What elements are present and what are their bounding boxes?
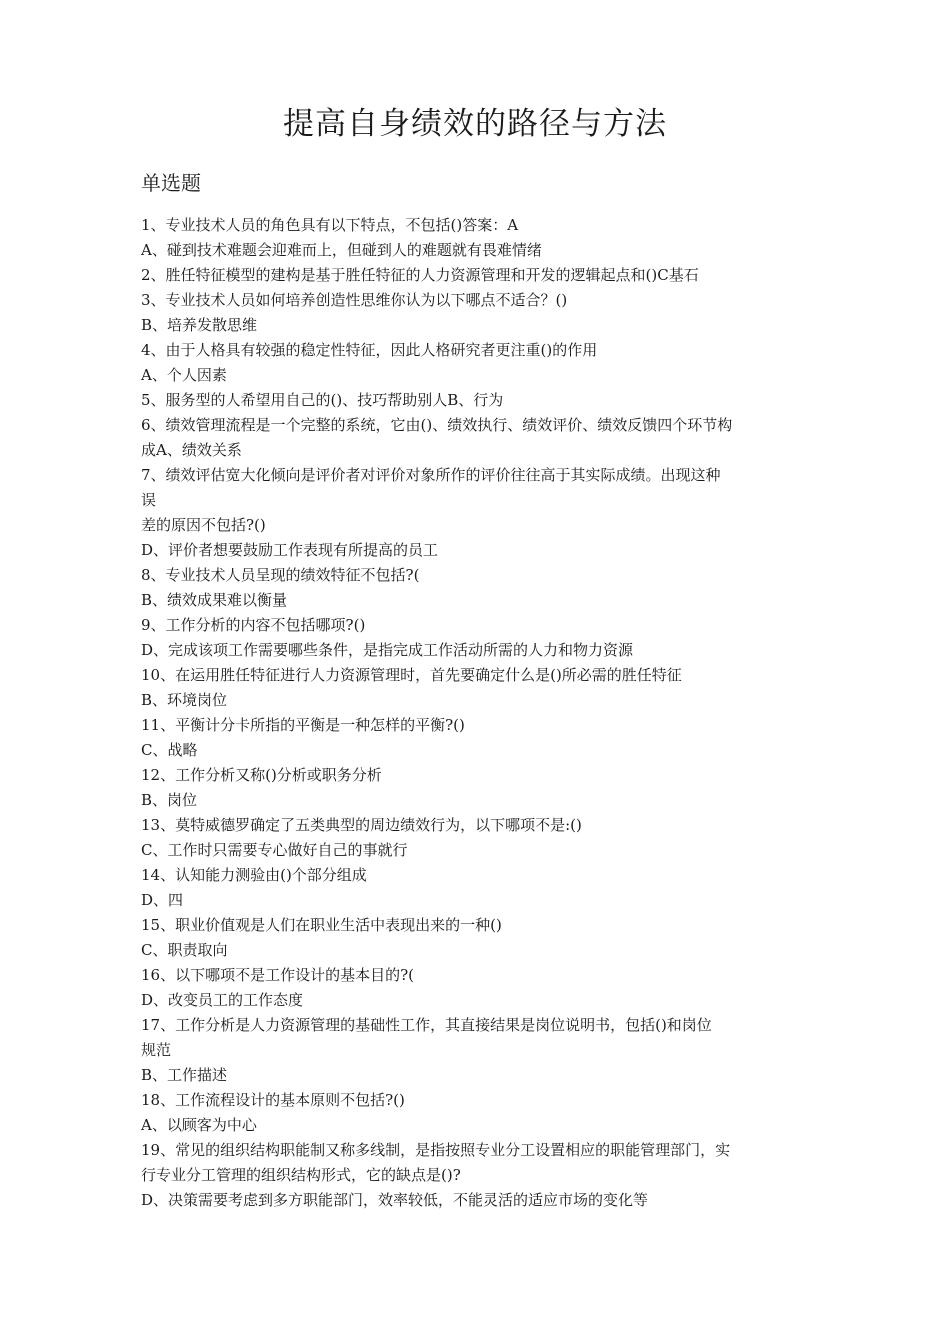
question-list <box>141 213 813 1213</box>
answer-line: B、环境岗位 <box>141 691 228 709</box>
question-line: 10、在运用胜任特征进行人力资源管理时，首先要确定什么是()所必需的胜任特征 <box>141 666 682 684</box>
text-line: 行专业分工管理的组织结构形式，它的缺点是()? <box>141 1166 461 1184</box>
question-line: 16、以下哪项不是工作设计的基本目的?( <box>141 966 414 984</box>
answer-line: C、工作时只需要专心做好自己的事就行 <box>141 841 408 859</box>
answer-line: A、碰到技术难题会迎难而上，但碰到人的难题就有畏难情绪 <box>141 241 542 259</box>
question-line: 15、职业价值观是人们在职业生活中表现出来的一种() <box>141 916 502 934</box>
question-line: 7、绩效评估宽大化倾向是评价者对评价对象所作的评价往往高于其实际成绩。出现这种 <box>141 466 721 484</box>
text-line: 成A、绩效关系 <box>141 441 242 459</box>
answer-line: D、评价者想要鼓励工作表现有所提高的员工 <box>141 541 439 559</box>
answer-line: B、工作描述 <box>141 1066 228 1084</box>
answer-line: B、绩效成果难以衡量 <box>141 591 288 609</box>
answer-line: D、改变员工的工作态度 <box>141 991 304 1009</box>
document-title: 提高自身绩效的路径与方法 <box>283 106 667 142</box>
question-line: 12、工作分析又称()分析或职务分析 <box>141 766 382 784</box>
question-line: 2、胜任特征模型的建构是基于胜任特征的人力资源管理和开发的逻辑起点和()C基石 <box>141 266 699 284</box>
answer-line: D、决策需要考虑到多方职能部门，效率较低，不能灵活的适应市场的变化等 <box>141 1191 649 1209</box>
answer-line: D、四 <box>141 891 184 909</box>
question-line: 9、工作分析的内容不包括哪项?() <box>141 616 366 634</box>
question-line: 17、工作分析是人力资源管理的基础性工作，其直接结果是岗位说明书，包括()和岗位 <box>141 1016 712 1034</box>
question-line: 14、认知能力测验由()个部分组成 <box>141 866 367 884</box>
answer-line: B、培养发散思维 <box>141 316 258 334</box>
question-line: 13、莫特威德罗确定了五类典型的周边绩效行为，以下哪项不是:() <box>141 816 582 834</box>
question-line: 5、服务型的人希望用自己的()、技巧帮助别人B、行为 <box>141 391 504 409</box>
question-line: 6、绩效管理流程是一个完整的系统，它由()、绩效执行、绩效评价、绩效反馈四个环节构 <box>141 416 733 434</box>
question-line: 11、平衡计分卡所指的平衡是一种怎样的平衡?() <box>141 716 465 734</box>
answer-line: C、战略 <box>141 741 198 759</box>
answer-line: D、完成该项工作需要哪些条件，是指完成工作活动所需的人力和物力资源 <box>141 641 634 659</box>
answer-line: A、以顾客为中心 <box>141 1116 257 1134</box>
question-line: 18、工作流程设计的基本原则不包括?() <box>141 1091 405 1109</box>
text-line: 差的原因不包括?() <box>141 516 266 534</box>
answer-line: C、职责取向 <box>141 941 228 959</box>
text-line: 误 <box>141 491 157 509</box>
question-line: 8、专业技术人员呈现的绩效特征不包括?( <box>141 566 420 584</box>
section-heading: 单选题 <box>141 171 201 195</box>
answer-line: B、岗位 <box>141 791 198 809</box>
question-line: 4、由于人格具有较强的稳定性特征，因此人格研究者更注重()的作用 <box>141 341 598 359</box>
question-line: 1、专业技术人员的角色具有以下特点，不包括()答案：A <box>141 216 519 234</box>
question-line: 19、常见的组织结构职能制又称多线制，是指按照专业分工设置相应的职能管理部门，实 <box>141 1141 731 1159</box>
answer-line: A、个人因素 <box>141 366 227 384</box>
text-line: 规范 <box>141 1041 172 1059</box>
question-line: 3、专业技术人员如何培养创造性思维你认为以下哪点不适合？() <box>141 291 568 309</box>
